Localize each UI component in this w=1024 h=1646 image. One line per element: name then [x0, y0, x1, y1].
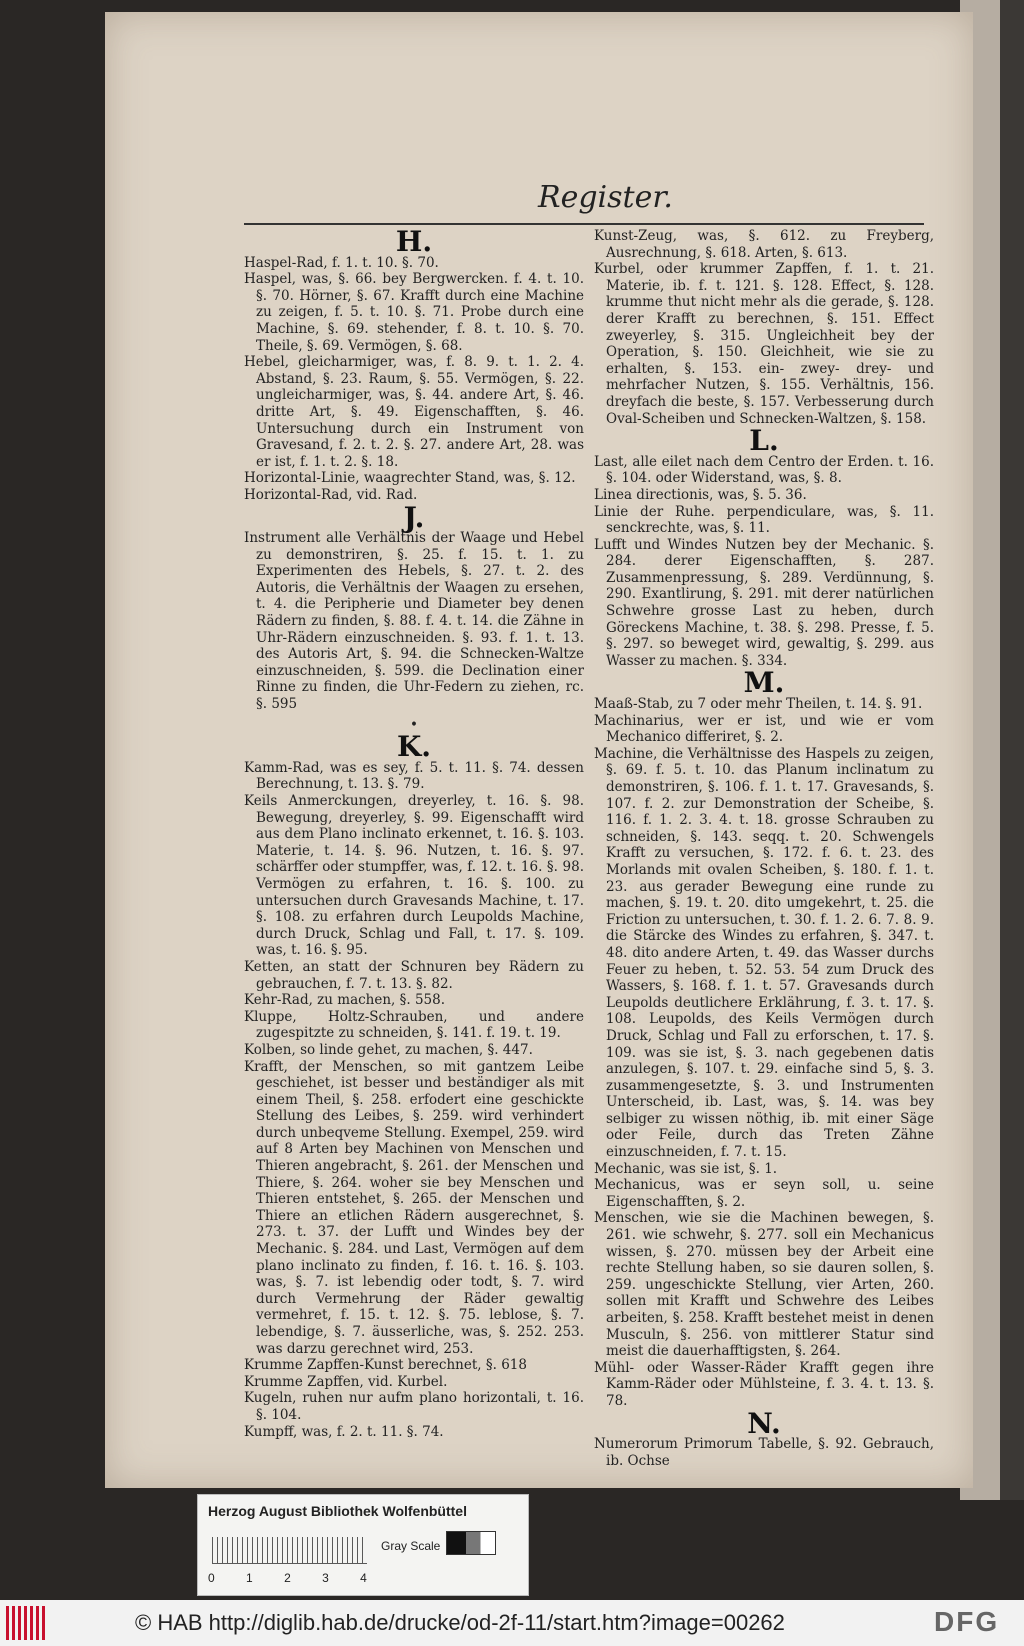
gray-scale-label: Gray Scale: [381, 1539, 441, 1553]
register-entry: Kunst-Zeug, was, §. 612. zu Freyberg, Ausrechnung, §. 618. Arten, §. 613.: [594, 228, 934, 261]
register-entry: Keils Anmerckungen, dreyerley, t. 16. §. 98. Bewegung, dreyerley, §. 99. Eigenschafft wird aus dem Plano inclinato erkennet, t. 16. §. 103. Materie, t. 14. §. 96. Nutzen, t. 16. §. 97. schärffer oder stumpffer, was, f. 12. t. 16. §. 98. Vermögen zu erfahren, t. 16. §. 100. zu untersuchen durch Gravesands Machine, t. 17. §. 108. zu erfahren durch Leupolds Machine, durch Druck, Schlag und Fall, t. 17. §. 109. was, t. 16. §. 95.: [244, 793, 584, 959]
register-entry: Krafft, der Menschen, so mit gantzem Leibe geschiehet, ist besser und beständiger als mit einem Theil, §. 258. erfodert eine geschickte Stellung des Leibes, §. 259. wird verhindert durch unbeqveme Stellung. Exempel, 259. wird auf 8 Arten bey Machinen von Menschen und Thieren angebracht, §. 261. der Menschen und Thiere, §. 264. woher sie bey Menschen und Thieren entstehet, §. 265. der Menschen und Thiere an etlichen Rädern ausgerechnet, §. 273. t. 37. der Lufft und Windes bey der Mechanic. §. 284. und Last, Vermögen auf dem plano inclinato zu finden, f. 16. t. 16. §. 103. was, §. 7. ist lebendig oder todt, §. 7. wird durch Vermehrung der Räder gewaltig vermehret, f. 15. t. 12. §. 75. leblose, §. 7. lebendige, §. 7. äusserliche, was, §. 252. 253. was darzu gerechnet wird, 253.: [244, 1058, 584, 1357]
register-entry: Linie der Ruhe. perpendiculare, was, §. 11. senckrechte, was, §. 11.: [594, 503, 934, 537]
ruler-number: 4: [360, 1571, 381, 1585]
register-entry: Kolben, so linde gehet, zu machen, §. 447.: [244, 1041, 533, 1058]
left-column: [244, 225, 584, 1440]
ruler-numbers: [208, 1571, 381, 1585]
register-entry: Krumme Zapffen, vid. Kurbel.: [244, 1373, 448, 1390]
register-entry: Kluppe, Holtz-Schrauben, und andere zugespitzte zu schneiden, §. 141. f. 19. t. 19.: [244, 1008, 584, 1042]
register-entry: Last, alle eilet nach dem Centro der Erden. t. 16. §. 104. oder Widerstand, was, §. 8.: [594, 453, 934, 487]
register-entry: Mechanic, was sie ist, §. 1.: [594, 1160, 778, 1177]
copyright-link[interactable]: © HAB http://diglib.hab.de/drucke/od-2f-11/start.htm?image=00262: [135, 1610, 785, 1635]
register-entry: Mechanicus, was er seyn soll, u. seine Eigenschafften, §. 2.: [594, 1177, 934, 1210]
reference-card: [197, 1494, 529, 1596]
register-entry: Maaß-Stab, zu 7 oder mehr Theilen, t. 14. §. 91.: [594, 696, 923, 713]
ruler-number: 0: [208, 1571, 229, 1585]
register-entry: Numerorum Primorum Tabelle, §. 92. Gebrauch, ib. Ochse: [594, 1436, 934, 1469]
register-entry: Kurbel, oder krummer Zapffen, f. 1. t. 21. Materie, ib. f. t. 121. §. 128. Effect, §. 128. krumme thut nicht mehr als die gerade, §. 128. derer Krafft zu berechnen, §. 151. Effect zweyerley, §. 315. Ungleichheit bey der Operation, §. 150. Gleichheit, wie sie zu erhalten, §. 153. ein- zwey- drey- und mehrfacher Nutzen, §. 155. Verhältnis, 156. dreyfach die beste, §. 157. Verbesserung durch Oval-Scheiben und Schnecken-Waltzen, §. 158.: [594, 261, 934, 427]
register-entry: Kumpff, was, f. 2. t. 11. §. 74.: [244, 1423, 444, 1440]
register-entry: Kugeln, ruhen nur aufm plano horizontali, t. 16. §. 104.: [244, 1390, 584, 1423]
register-entry: Hebel, gleicharmiger, was, f. 8. 9. t. 1. 2. 4. Abstand, §. 23. Raum, §. 55. Vermögen, §. 22. ungleicharmiger, was, §. 44. andere Art, §. 46. dritte Art, §. 49. Eigenschafften, §. 46. Untersuchung durch ein Instrument von Gravesand, f. 2. t. 2. §. 27. andere Art, 28. was er ist, f. 1. t. 2. §. 18.: [244, 354, 584, 470]
register-entry: Machine, die Verhältnisse des Haspels zu zeigen, §. 69. f. 5. t. 10. das Planum inclinatum zu demonstriren, §. 106. f. 1. t. 17. Gravesands, §. 107. f. 2. zur Demonstration der Scheibe, §. 116. f. 1. 2. 3. 4. t. 18. grosse Schrauben zu schneiden, §. 143. seqq. t. 20. Schwengels Krafft zu versuchen, §. 172. f. 6. t. 23. des Morlands mit ovalen Scheiben, §. 180. f. 1. t. 23. aus gerader Bewegung eine runde zu machen, §. 19. t. 20. dito umgekehrt, t. 25. die Friction zu untersuchen, t. 30. f. 1. 2. 6. 7. 8. 9. die Stärcke des Windes zu erfahren, §. 347. t. 48. dito andere Arten, t. 49. das Wasser durchs Feuer zu heben, t. 52. 53. 54 zum Druck des Wassers, §. 168. f. 1. t. 57. Gravesands durch Leupolds deutlichere Erklährung, f. 3. t. 17. §. 108. Leupolds, des Keils Vermögen durch Druck, Schlag und Fall zu erforschen, t. 17. §. 109. was sie ist, §. 3. nach gegebenen datis anzulegen, §. 107. t. 29. einfache sind 5, §. 3. zusammengesetzte, §. 3. und Instrumenten Unterscheid, ib. Last, was, §. 14. was bey selbiger zu wissen nöthig, ib. mit einer Säge oder Feile, durch das Treten Zähne einzuschneiden, f. 7. t. 15.: [594, 745, 934, 1161]
register-entry: Horizontal-Linie, waagrechter Stand, was, §. 12.: [244, 470, 576, 487]
register-entry: Ketten, an statt der Schnuren bey Rädern zu gebrauchen, f. 7. t. 13. §. 82.: [244, 958, 584, 992]
register-entry: Menschen, wie sie die Machinen bewegen, §. 261. wie schwehr, §. 277. soll ein Mechanicus wissen, §. 270. müssen bey der Arbeit eine rechte Stellung haben, so sie dauren sollen, §. 259. ungeschickte Stellung, vier Arten, 260. sollen mit Krafft und Schwehre des Leibes arbeiten, §. 258. Krafft bestehet meist in denen Musculn, §. 256. von mittlerer Statur sind meist die dauerhafftigsten, §. 264.: [594, 1210, 934, 1360]
register-entry: Kamm-Rad, was es sey, f. 5. t. 11. §. 74. dessen Berechnung, t. 13. §. 79.: [244, 759, 584, 793]
section-letter: K.: [396, 730, 432, 764]
section-letter: J.: [403, 500, 425, 534]
page-header: Register.: [538, 180, 673, 215]
section-letter: M.: [743, 666, 785, 700]
register-entry: Machinarius, wer er ist, und wie er vom Mechanico differiret, §. 2.: [594, 712, 934, 746]
header-rule: [244, 223, 924, 225]
register-entry: Krumme Zapffen-Kunst berechnet, §. 618: [244, 1357, 527, 1374]
dfg-logo: DFG: [934, 1606, 1000, 1637]
scale-ruler: [212, 1537, 367, 1564]
section-letter: H.: [395, 225, 433, 258]
library-name: Herzog August Bibliothek Wolfenbüttel: [208, 1503, 467, 1519]
ornament: •: [410, 716, 418, 733]
register-entry: Horizontal-Rad, vid. Rad.: [244, 486, 418, 503]
register-entry: Instrument alle Verhältnis der Waage und Hebel zu demonstriren, §. 25. f. 15. t. 1. zu Experimenten des Hebels, §. 27. t. 2. des Autoris, die Verhältnis der Waagen zu ersehen, t. 4. die Peripherie und Diameter bey denen Rädern zu finden, §. 88. f. 4. t. 14. die Zähne in Uhr-Rädern einzuschneiden. §. 93. f. 1. t. 13. des Autoris Art, §. 94. die Schnecken-Waltze einzuschneiden, §. 599. die Declination einer Rinne zu finden, die Uhr-Federn zu ziehen, rc. §. 595: [244, 530, 584, 713]
section-letter: N.: [747, 1406, 781, 1440]
viewer-footer: [0, 1600, 1024, 1646]
register-entry: Kehr-Rad, zu machen, §. 558.: [244, 992, 446, 1009]
ruler-number: 1: [246, 1571, 267, 1585]
ruler-number: 2: [284, 1571, 305, 1585]
barcode-icon: [6, 1606, 46, 1640]
register-entry: Haspel, was, §. 66. bey Bergwercken. f. 4. t. 10. §. 70. Hörner, §. 67. Krafft durch eine Machine zu zeigen, f. 5. t. 10. §. 71. Probe durch eine Machine, §. 69. stehender, f. 8. t. 10. §. 70. Theile, §. 69. Vermögen, §. 68.: [244, 271, 584, 354]
register-entry: Haspel-Rad, f. 1. t. 10. §. 70.: [244, 254, 439, 271]
register-entry: Mühl- oder Wasser-Räder Krafft gegen ihre Kamm-Räder oder Mühlsteine, f. 3. 4. t. 13. §. 78.: [594, 1359, 934, 1409]
scan-edge-strip: [1000, 0, 1024, 1500]
gray-scale-swatch: [446, 1531, 496, 1555]
section-letter: L.: [749, 424, 779, 458]
ruler-number: 3: [322, 1571, 343, 1585]
register-entry: Lufft und Windes Nutzen bey der Mechanic. §. 284. derer Eigenschafften, §. 287. Zusammenpressung, §. 289. Verdünnung, §. 290. Exantlirung, §. 291. mit derer natürlichen Schwehre grosse Last zu heben, durch Göreckens Machine, t. 38. §. 298. Presse, f. 5. §. 297. so beweget wird, gewaltig, §. 299. aus Wasser zu machen. §. 334.: [594, 536, 934, 669]
register-entry: Linea directionis, was, §. 5. 36.: [594, 486, 807, 503]
right-column: [594, 228, 934, 1469]
